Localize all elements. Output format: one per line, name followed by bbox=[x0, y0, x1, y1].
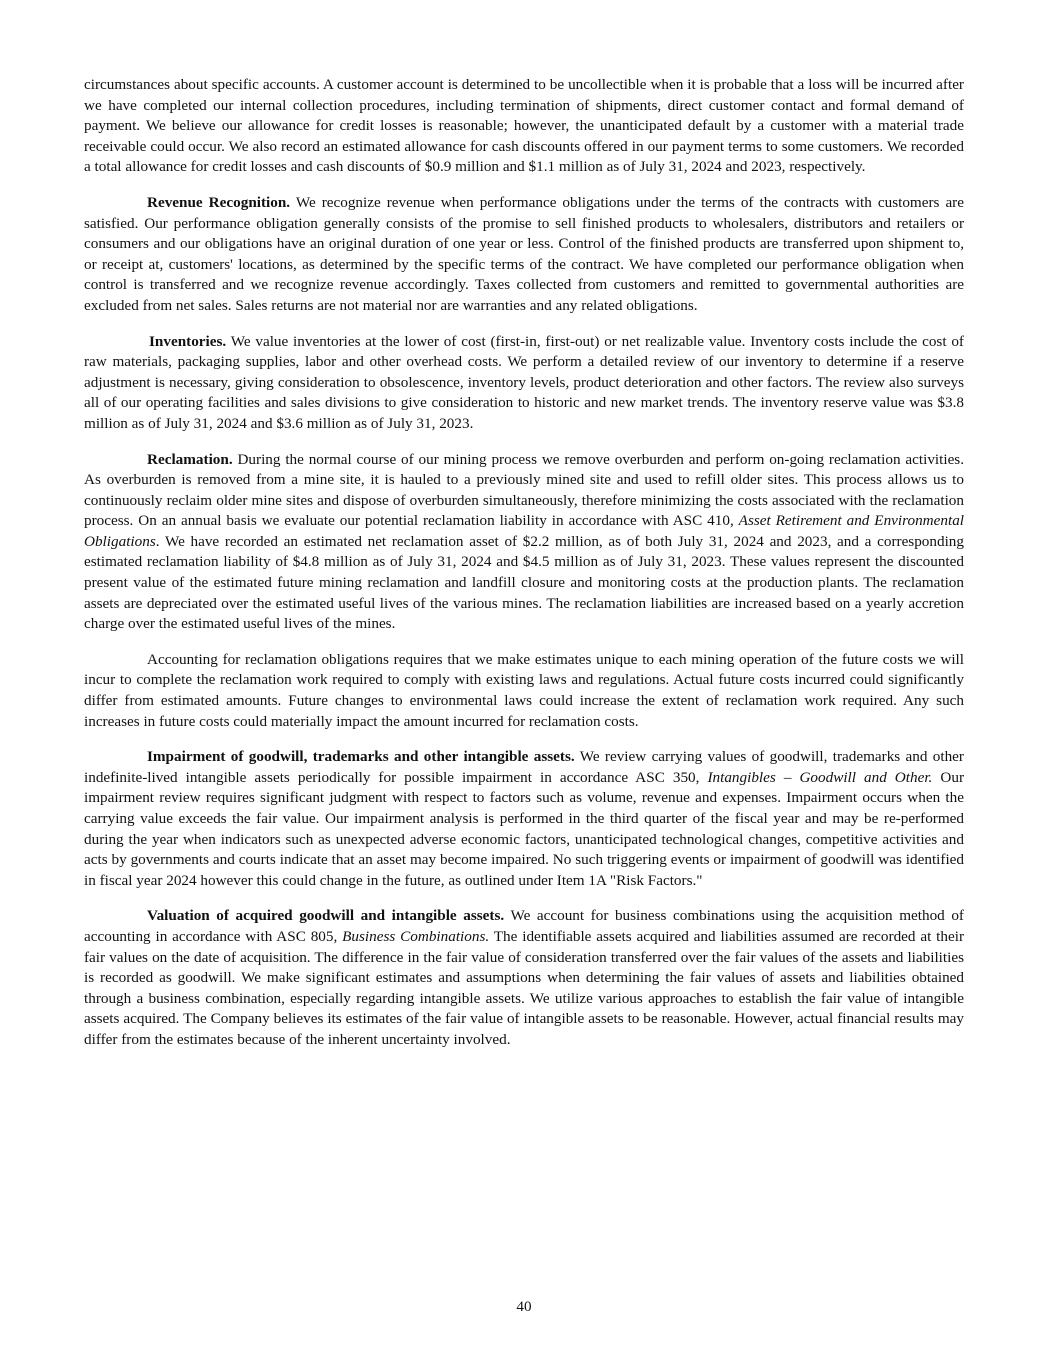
page-number: 40 bbox=[516, 1298, 532, 1315]
paragraph-text: The identifiable assets acquired and liabilities assumed are recorded at their fair values on the date of acquisition. The difference in the fair value of consideration transferred over the fair values of the assets and liabilities is recorded as goodwill. We make significant estimates and assumptions when determining the fair values of assets and liabilities obtained through a business combination, especially regarding intangible assets. We utilize various approaches to establish the fair value of intangible assets acquired. The Company believes its estimates of the fair value of intangible assets to be reasonable. However, actual financial results may differ from the estimates because of the inherent uncertainty involved. bbox=[84, 927, 965, 1048]
paragraph-text: We review carrying values of goodwill, trademarks and other indefinite-lived intangible assets periodically for possible impairment in accordance ASC 350, bbox=[84, 748, 964, 786]
section-heading-revenue-recognition: Revenue Recognition. bbox=[147, 193, 291, 211]
paragraph-text: Our impairment review requires significant judgment with respect to factors such as volume, revenue and expenses. Impairment occurs when the carrying value exceeds the fair value. Our impairment analysis is performed in the third quarter of the fiscal year and may be re-performed during the year when indicators such as unexpected adverse economic factors, unanticipated technological changes, competitive activities and acts by governments and courts indicate that an asset may become impaired. No such triggering events or impairment of goodwill was identified in fiscal year 2024 however this could change in the future, as outlined under Item 1A "Risk Factors." bbox=[84, 768, 965, 889]
paragraph-text: We recognize revenue when performance obligations under the terms of the contracts with customers are satisfied. Our performance obligation generally consists of the promise to sell finished products to wholesalers, distributors and retailers or consumers and our obligations have an original duration of one year or less. Control of the finished products are transferred upon shipment to, or receipt at, customers' locations, as determined by the specific terms of the contract. We have completed our performance obligation when control is transferred and we recognize revenue accordingly. Taxes collected from customers and remitted to governmental authorities are excluded from net sales. Sales returns are not material nor are warranties and any related obligations. bbox=[84, 193, 964, 314]
section-heading-valuation: Valuation of acquired goodwill and intangible assets. bbox=[147, 907, 505, 925]
paragraph-reclamation bbox=[84, 450, 964, 635]
section-heading-inventories: Inventories. bbox=[149, 332, 227, 350]
standard-title: Asset Retirement and Environmental Obligations bbox=[84, 512, 965, 550]
standard-title: Business Combinations. bbox=[342, 927, 490, 945]
paragraph-text: We value inventories at the lower of cost (first-in, first-out) or net realizable value. Inventory costs include the cost of raw materials, packaging supplies, labor and other overhead costs. We perform a detailed review of our inventory to determine if a reserve adjustment is necessary, giving consideration to obsolescence, inventory levels, product deterioration and other factors. The review also surveys all of our operating facilities and sales divisions to give consideration to historic and new market trends. The inventory reserve value was $3.8 million as of July 31, 2024 and $3.6 million as of July 31, 2023. bbox=[84, 332, 964, 432]
paragraph-revenue-recognition bbox=[84, 193, 964, 317]
paragraph-text: During the normal course of our mining process we remove overburden and perform on-going reclamation activities. As overburden is removed from a mine site, it is hauled to a previously mined site and used to refill older sites. This process allows us to continuously reclaim older mine sites and dispose of overburden simultaneously, therefore minimizing the costs associated with the reclamation process. On an annual basis we evaluate our potential reclamation liability in accordance with ASC 410, bbox=[84, 450, 965, 530]
section-heading-impairment: Impairment of goodwill, trademarks and other intangible assets. bbox=[147, 748, 575, 766]
paragraph-valuation bbox=[84, 906, 964, 1050]
section-heading-reclamation: Reclamation. bbox=[147, 450, 233, 468]
document-page bbox=[84, 75, 964, 1066]
paragraph-text: . We have recorded an estimated net reclamation asset of $2.2 million, as of both July 31, 2024 and 2023, and a corresponding estimated reclamation liability of $4.8 million as of July 31, 2024 and $4.5 million as of July 31, 2023. These values represent the discounted present value of the estimated future mining reclamation and landfill closure and monitoring costs at the production plants. The reclamation assets are depreciated over the estimated useful lives of the various mines. The reclamation liabilities are increased based on a yearly accretion charge over the estimated useful lives of the mines. bbox=[84, 532, 964, 633]
paragraph-impairment bbox=[84, 747, 964, 891]
paragraph-credit-losses bbox=[84, 75, 964, 178]
paragraph-reclamation-accounting bbox=[84, 650, 964, 732]
paragraph-text: Accounting for reclamation obligations requires that we make estimates unique to each mining operation of the future costs we will incur to complete the reclamation work required to comply with existing laws and regulations. Actual future costs incurred could significantly differ from estimated amounts. Future changes to environmental laws could increase the extent of reclamation work required. Any such increases in future costs could materially impact the amount incurred for reclamation costs. bbox=[84, 650, 964, 730]
paragraph-text: We account for business combinations using the acquisition method of accounting in accordance with ASC 805, bbox=[84, 907, 964, 945]
paragraph-text: circumstances about specific accounts. A customer account is determined to be uncollectible when it is probable that a loss will be incurred after we have completed our internal collection procedures, including termination of shipments, direct customer contact and formal demand of payment. We believe our allowance for credit losses is reasonable; however, the unanticipated default by a customer with a material trade receivable could occur. We also record an estimated allowance for cash discounts offered in our payment terms to some customers. We recorded a total allowance for credit losses and cash discounts of $0.9 million and $1.1 million as of July 31, 2024 and 2023, respectively. bbox=[84, 76, 964, 176]
paragraph-inventories bbox=[84, 332, 964, 435]
standard-title: Intangibles – Goodwill and Other. bbox=[707, 768, 933, 786]
